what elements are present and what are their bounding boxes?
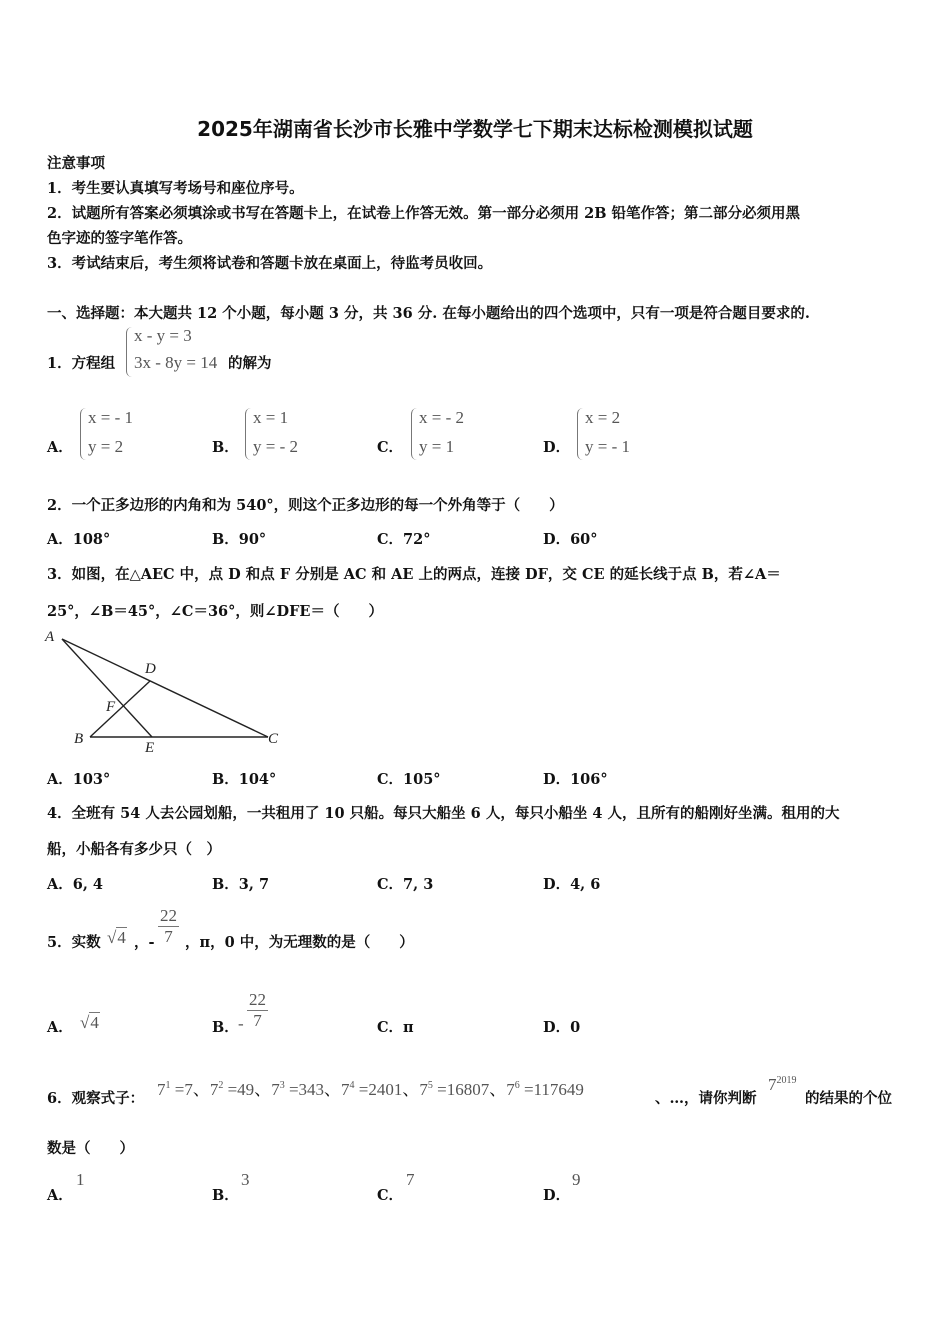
question-4-line2: 船，小船各有多少只（ ） — [47, 841, 221, 858]
q6-option-d-label: D． — [543, 1187, 571, 1204]
triangle-figure — [40, 625, 290, 755]
q2-option-a: A．108° — [47, 531, 111, 548]
question-6-line2: 数是（ ） — [47, 1140, 134, 1157]
q5-option-b-minus: - — [238, 1014, 244, 1033]
q5-option-d: D．0 — [543, 1019, 581, 1036]
brace-icon — [411, 408, 418, 460]
q6-target: $7^{2019}$ — [768, 1075, 797, 1094]
brace-icon — [245, 408, 252, 460]
q5-option-a-sqrt: √4 — [80, 1013, 99, 1032]
notice-heading: 注意事项 — [47, 155, 105, 172]
q5-option-c: C．π — [377, 1019, 414, 1036]
line-ac — [62, 639, 268, 737]
q2-option-c: C．72° — [377, 531, 431, 548]
q5-fraction: $\frac{22}{7}$ — [160, 906, 177, 946]
question-6-suffix: 的结果的个位 — [805, 1090, 892, 1107]
label-a: A — [45, 629, 55, 645]
brace-icon — [80, 408, 87, 460]
q1-option-a-label: A． — [47, 439, 73, 456]
q1-option-c-line1: x = - 2 — [419, 408, 464, 427]
line-ae — [62, 639, 152, 737]
q1-option-c-line2: y = 1 — [419, 437, 455, 456]
q6-option-a-value: 1 — [76, 1170, 85, 1189]
q1-option-a-line2: y = 2 — [88, 437, 124, 456]
brace-icon — [577, 408, 584, 460]
question-5-prefix: 5．实数 — [47, 934, 101, 951]
section-heading: 一、选择题：本大题共 12 个小题，每小题 3 分，共 36 分. 在每小题给出的四个选项中，只有一项是符合题目要求的. — [47, 305, 810, 322]
q6-option-d-value: 9 — [572, 1170, 581, 1189]
notice-item: 3．考试结束后，考生须将试卷和答题卡放在桌面上，待监考员收回。 — [47, 255, 493, 272]
q1-option-a-line1: x = - 1 — [88, 408, 133, 427]
question-4-line1: 4．全班有 54 人去公园划船，一共租用了 10 只船。每只大船坐 6 人，每只小船坐 4 人，且所有的船刚好坐满。租用的大 — [47, 805, 840, 822]
label-e: E — [145, 740, 155, 755]
label-c: C — [268, 731, 279, 747]
q1-option-d-line1: x = 2 — [585, 408, 621, 427]
q4-option-d: D．4, 6 — [543, 876, 601, 893]
q5-comma: ，- — [134, 934, 155, 951]
question-3-line1: 3．如图，在△AEC 中，点 D 和点 F 分别是 AC 和 AE 上的两点，连接 DF，交 CE 的延长线于点 B，若∠A＝ — [47, 566, 781, 583]
label-b: B — [74, 731, 84, 747]
q3-option-c: C．105° — [377, 771, 441, 788]
q3-option-a: A．103° — [47, 771, 111, 788]
brace-icon — [126, 327, 133, 377]
q3-option-b: B．104° — [212, 771, 277, 788]
q5-option-b-label: B． — [212, 1019, 239, 1036]
q1-option-b-line1: x = 1 — [253, 408, 289, 427]
notice-item: 1．考生要认真填写考场号和座位序号。 — [47, 180, 304, 197]
q1-eq2: 3x - 8y = 14 — [134, 353, 218, 372]
q4-option-b: B．3, 7 — [212, 876, 270, 893]
q6-option-a-label: A． — [47, 1187, 73, 1204]
notice-item: 2．试题所有答案必须填涂或书写在答题卡上，在试卷上作答无效。第一部分必须用 2B 铅笔作答；第二部分必须用黑 — [47, 205, 801, 222]
q4-option-c: C．7, 3 — [377, 876, 434, 893]
line-bd — [90, 681, 150, 737]
label-f: F — [106, 699, 116, 715]
q1-eq1: x - y = 3 — [134, 326, 192, 345]
page-title: 2025年湖南省长沙市长雅中学数学七下期末达标检测模拟试题 — [197, 117, 753, 141]
q2-option-d: D．60° — [543, 531, 598, 548]
question-6-prefix: 6．观察式子： — [47, 1090, 145, 1107]
q1-option-c-label: C． — [377, 439, 404, 456]
notice-item: 色字迹的签字笔作答。 — [47, 230, 192, 247]
q1-option-b-line2: y = - 2 — [253, 437, 298, 456]
q6-option-b-label: B． — [212, 1187, 239, 1204]
q2-option-b: B．90° — [212, 531, 267, 548]
q5-option-b-fraction: $\frac{22}{7}$ — [249, 990, 266, 1030]
q6-option-c-value: 7 — [406, 1170, 415, 1189]
question-3-line2: 25°，∠B＝45°，∠C＝36°，则∠DFE＝（ ） — [47, 603, 383, 620]
q6-option-b-value: 3 — [241, 1170, 250, 1189]
question-1-prefix: 1．方程组 — [47, 355, 116, 372]
question-5-suffix: ，π，0 中，为无理数的是（ ） — [185, 934, 414, 951]
q1-option-d-label: D． — [543, 439, 571, 456]
q1-suffix: 的解为 — [228, 355, 272, 372]
q5-sqrt: √4 — [107, 928, 126, 947]
q5-option-a-label: A． — [47, 1019, 73, 1036]
question-6-tail: 、…，请你判断 — [655, 1090, 757, 1107]
q6-option-c-label: C． — [377, 1187, 404, 1204]
q1-option-d-line2: y = - 1 — [585, 437, 630, 456]
q3-option-d: D．106° — [543, 771, 608, 788]
question-2: 2．一个正多边形的内角和为 540°，则这个正多边形的每一个外角等于（ ） — [47, 497, 564, 514]
q1-option-b-label: B． — [212, 439, 239, 456]
label-d: D — [145, 661, 156, 677]
q4-option-a: A．6, 4 — [47, 876, 104, 893]
q6-terms: $7^1 =7$、$7^2 =49$、$7^3 =343$、$7^4 =2401$、$7^5 =16807$、$7^6 =117649$ — [157, 1080, 584, 1099]
